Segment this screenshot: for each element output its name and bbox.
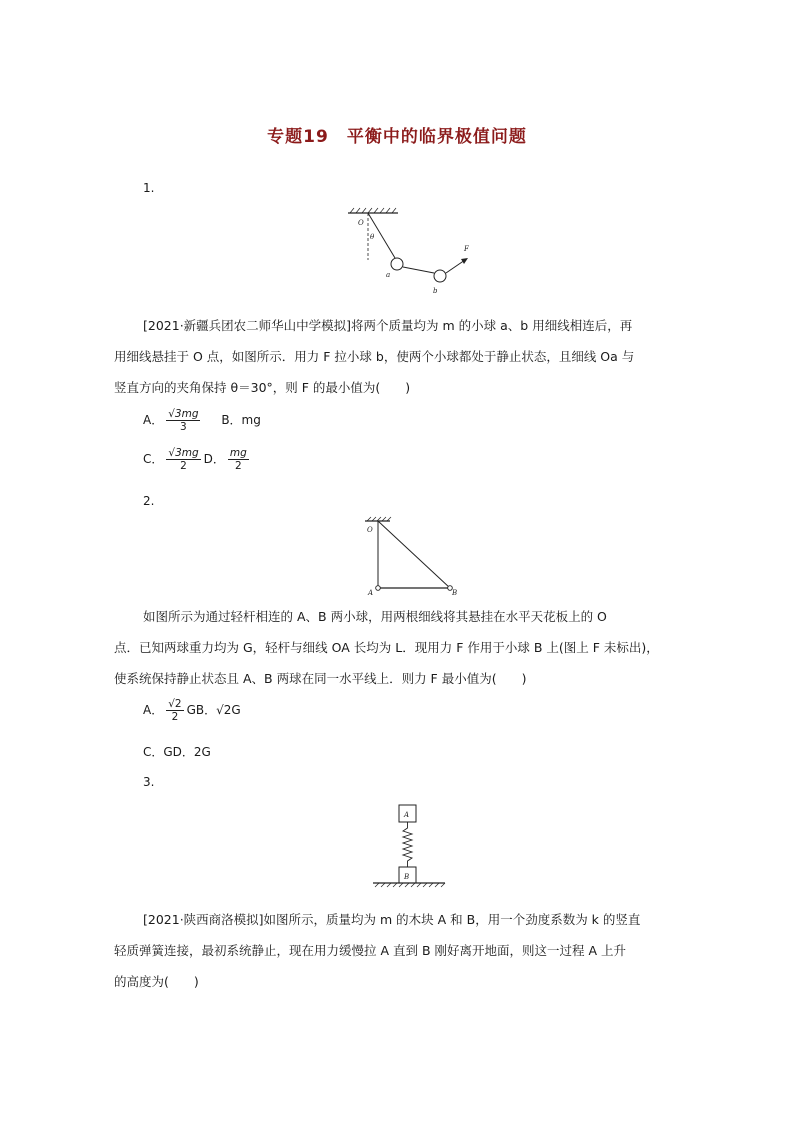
q2-label-o: O xyxy=(367,526,373,534)
q1-option-d-label: D． xyxy=(203,452,225,466)
q2-option-a-b: GB．√2G xyxy=(186,703,241,717)
q2-options-row-1 xyxy=(143,698,241,723)
question-2-figure xyxy=(360,516,470,598)
q1-option-d-fraction: $\frac{mg}{2}$ xyxy=(229,447,247,472)
q1-label-f: F xyxy=(464,245,469,253)
question-3-text xyxy=(114,904,694,997)
q2-label-a: A xyxy=(368,589,374,597)
question-3-figure xyxy=(368,802,450,888)
question-2-text xyxy=(114,601,694,694)
q2-options-row-2 xyxy=(143,743,211,760)
q1-line-1: [2021·新疆兵团农二师华山中学模拟]将两个质量均为 m 的小球 a、b 用细线相连后，再 xyxy=(143,318,633,333)
q3-label-a: A xyxy=(404,811,410,819)
q1-option-c-label: C． xyxy=(143,452,164,466)
q1-option-a-fraction: $\frac{√3mg}{3}$ xyxy=(168,408,199,433)
q3-line-2: 轻质弹簧连接，最初系统静止，现在用力缓慢拉 A 直到 B 刚好离开地面，则这一过程 A 上升 xyxy=(114,943,627,958)
q2-line-2: 点．已知两球重力均为 G，轻杆与细线 OA 长均为 L．现用力 F 作用于小球 B 上(图上 F 未标出)， xyxy=(114,640,659,655)
q2-label-b: B xyxy=(452,589,458,597)
question-2-number: 2. xyxy=(143,494,155,508)
q1-options-row-2 xyxy=(143,447,252,472)
q1-label-a: a xyxy=(386,271,391,279)
q3-line-3: 的高度为( ) xyxy=(114,974,199,989)
question-1-figure xyxy=(340,205,480,300)
q1-label-theta: θ xyxy=(370,233,375,241)
q1-label-b: b xyxy=(433,287,438,295)
question-3-number: 3. xyxy=(143,775,155,789)
q1-option-a-label: A． xyxy=(143,413,164,427)
q2-option-a-fraction: $\frac{√2}{2}$ xyxy=(168,698,182,723)
question-1-text xyxy=(114,310,694,403)
q1-line-2: 用细线悬挂于 O 点，如图所示．用力 F 拉小球 b，使两个小球都处于静止状态，且细线 Oa 与 xyxy=(114,349,635,364)
q1-label-o: O xyxy=(358,219,364,227)
q1-options-row-1 xyxy=(143,408,261,433)
question-1-number: 1. xyxy=(143,181,155,195)
q1-line-3: 竖直方向的夹角保持 θ＝30°，则 F 的最小值为( ) xyxy=(114,380,411,395)
q3-line-1: [2021·陕西商洛模拟]如图所示，质量均为 m 的木块 A 和 B，用一个劲度系数为 k 的竖直 xyxy=(143,912,641,927)
q2-option-c-d: C．GD．2G xyxy=(143,745,211,759)
q2-option-a-label: A． xyxy=(143,703,164,717)
q1-option-c-fraction: $\frac{√3mg}{2}$ xyxy=(168,447,199,472)
q3-label-b: B xyxy=(404,873,410,881)
q2-line-3: 使系统保持静止状态且 A、B 两球在同一水平线上．则力 F 最小值为( ) xyxy=(114,671,527,686)
q1-option-b: B．mg xyxy=(221,413,261,427)
page-title: 专题19 平衡中的临界极值问题 xyxy=(267,127,527,147)
q2-line-1: 如图所示为通过轻杆相连的 A、B 两小球，用两根细线将其悬挂在水平天花板上的 O xyxy=(143,609,607,624)
